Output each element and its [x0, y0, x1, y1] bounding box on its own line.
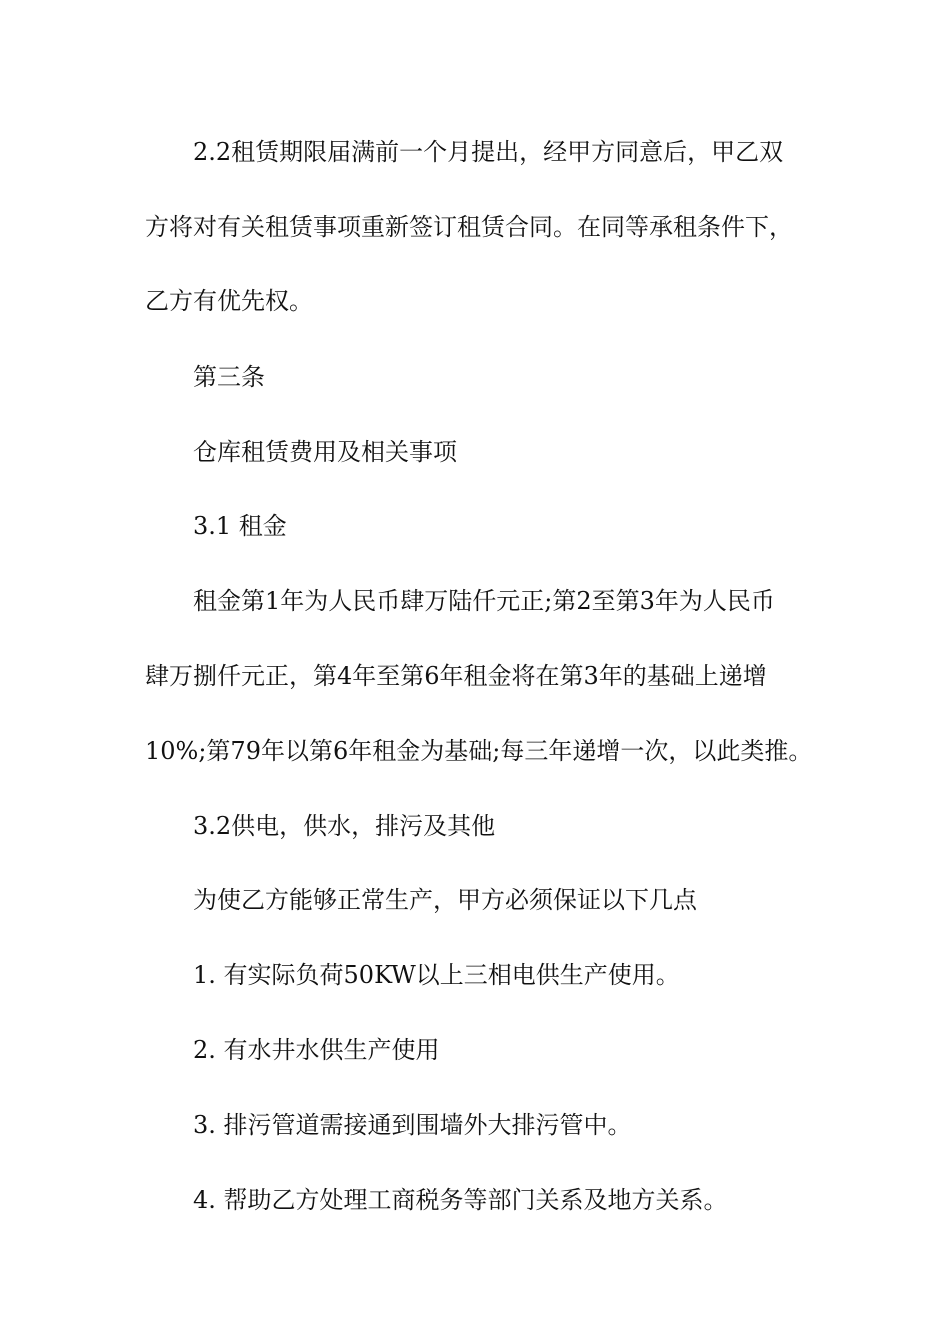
paragraph-2-2-line-3: 乙方有优先权。 — [145, 287, 313, 315]
list-item-2: 2. 有水井水供生产使用 — [193, 1036, 440, 1064]
rent-paragraph-line-3: 10%;第79年以第6年租金为基础;每三年递增一次，以此类推。 — [145, 737, 813, 765]
rent-paragraph-line-2: 肆万捌仟元正，第4年至第6年租金将在第3年的基础上递增 — [145, 662, 767, 690]
paragraph-2-2-line-1: 2.2租赁期限届满前一个月提出，经甲方同意后，甲乙双 — [193, 138, 784, 166]
list-item-3: 3. 排污管道需接通到围墙外大排污管中。 — [193, 1111, 632, 1139]
article-heading: 第三条 — [193, 363, 265, 391]
list-item-1: 1. 有实际负荷50KW以上三相电供生产使用。 — [193, 961, 680, 989]
list-item-4: 4. 帮助乙方处理工商税务等部门关系及地方关系。 — [193, 1186, 728, 1214]
rent-paragraph-line-1: 租金第1年为人民币肆万陆仟元正;第2至第3年为人民币 — [193, 587, 775, 615]
paragraph-2-2-line-2: 方将对有关租赁事项重新签订租赁合同。在同等承租条件下， — [145, 213, 793, 241]
section-3-1-heading: 3.1 租金 — [193, 512, 287, 540]
guarantee-intro: 为使乙方能够正常生产，甲方必须保证以下几点 — [193, 886, 697, 914]
article-title: 仓库租赁费用及相关事项 — [193, 438, 457, 466]
section-3-2-heading: 3.2供电，供水，排污及其他 — [193, 812, 496, 840]
